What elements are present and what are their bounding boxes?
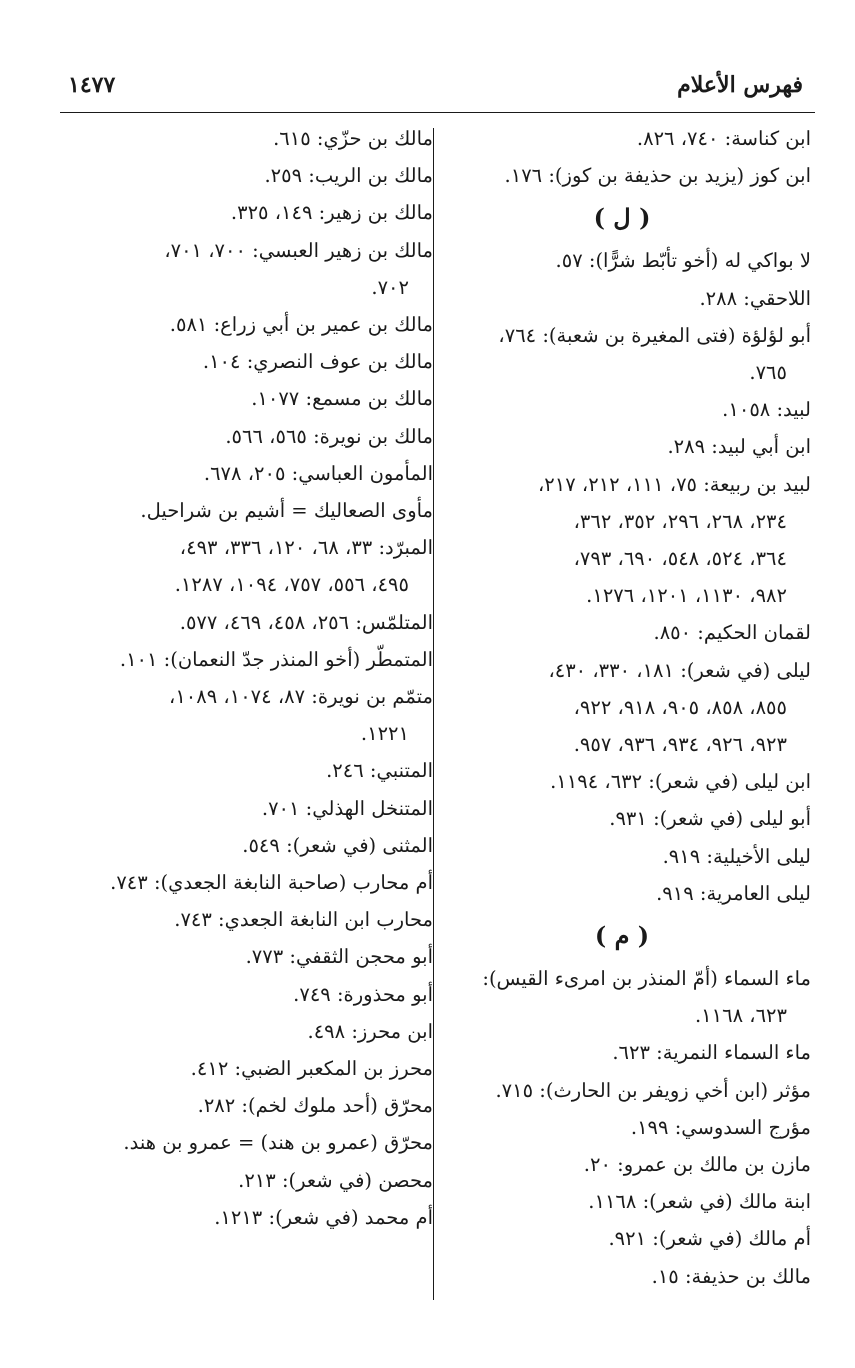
entry-text: مالك بن حزّي: ٦١٥.: [273, 127, 433, 150]
entry-continuation: ٦٢٣، ١١٦٨.: [694, 1004, 787, 1028]
entry-text: أم محمد (في شعر): ١٢١٣.: [214, 1205, 433, 1229]
entry-text: محارب ابن النابغة الجعدي: ٧٤٣.: [174, 908, 433, 932]
entry-continuation: ٣٦٤، ٥٢٤، ٥٤٨، ٦٩٠، ٧٩٣،: [573, 547, 787, 571]
entry-text: مالك بن نويرة: ٥٦٥، ٥٦٦.: [225, 424, 433, 448]
index-entry: [55, 455, 433, 492]
index-entry: [55, 157, 433, 194]
entry-text: أبو محجن الثقفي: ٧٧٣.: [245, 945, 433, 969]
index-entry: [55, 901, 433, 938]
entry-text: محرّق (عمرو بن هند) = عمرو بن هند.: [123, 1131, 433, 1155]
index-entry: [433, 1220, 811, 1257]
entry-text: مؤثر (ابن أخي زويفر بن الحارث): ٧١٥.: [495, 1078, 811, 1102]
index-entry: [55, 827, 433, 864]
entry-text: أبو محذورة: ٧٤٩.: [293, 982, 433, 1006]
entry-text: لا بواكي له (أخو تأبّط شرًّا): ٥٧.: [555, 249, 811, 273]
entry-text: لبيد بن ربيعة: ٧٥، ١١١، ٢١٢، ٢١٧،: [538, 472, 811, 496]
entry-text: مالك بن عوف النصري: ١٠٤.: [202, 350, 433, 374]
entry-text: مأوى الصعاليك = أشيم بن شراحيل.: [140, 499, 433, 523]
index-entry: [433, 960, 811, 1034]
entry-text: لبيد: ١٠٥٨.: [722, 398, 811, 422]
index-entry: [433, 1146, 811, 1183]
entry-text: المأمون العباسي: ٢٠٥، ٦٧٨.: [203, 461, 433, 485]
index-entry: [55, 790, 433, 827]
entry-text: المتنخل الهذلي: ٧٠١.: [261, 796, 433, 820]
index-entry: [55, 604, 433, 641]
index-entry: [55, 418, 433, 455]
index-entry: [433, 1072, 811, 1109]
index-entry: [433, 1109, 811, 1146]
entry-text: ليلى العامرية: ٩١٩.: [656, 881, 811, 905]
index-columns: [55, 120, 815, 1298]
entry-continuation: ٢٣٤، ٢٦٨، ٢٩٦، ٣٥٢، ٣٦٢،: [573, 509, 787, 533]
entry-text: مؤرج السدوسي: ١٩٩.: [630, 1115, 811, 1139]
entry-text: المتلمّس: ٢٥٦، ٤٥٨، ٤٦٩، ٥٧٧.: [179, 610, 433, 634]
entry-text: أبو ليلى (في شعر): ٩٣١.: [609, 807, 811, 831]
index-entry: [55, 938, 433, 975]
letter-heading: ( ل ): [593, 203, 651, 233]
index-entry: [55, 306, 433, 343]
entry-text: ابن أبي لبيد: ٢٨٩.: [667, 435, 811, 459]
index-entry: [55, 380, 433, 417]
index-entry: [433, 391, 811, 428]
index-entry: [433, 317, 811, 391]
entry-text: مالك بن عمير بن أبي زراع: ٥٨١.: [169, 313, 433, 337]
entry-text: ماء السماء النمرية: ٦٢٣.: [612, 1041, 811, 1065]
entry-text: ابن كناسة: ٧٤٠، ٨٢٦.: [636, 127, 811, 150]
index-entry: [433, 800, 811, 837]
running-title: فهرس الأعلام: [677, 72, 803, 98]
index-entry: [55, 1087, 433, 1124]
right-column: [433, 120, 811, 1295]
entry-text: المتنبي: ٢٤٦.: [326, 759, 433, 783]
entry-text: المتمطّر (أخو المنذر جدّ النعمان): ١٠١.: [119, 647, 433, 671]
entry-text: أم مالك (في شعر): ٩٢١.: [608, 1227, 811, 1251]
entry-text: ليلى (في شعر): ١٨١، ٣٣٠، ٤٣٠،: [548, 658, 811, 682]
entry-text: مالك بن زهير العبسي: ٧٠٠، ٧٠١،: [164, 238, 433, 262]
index-entry: [433, 763, 811, 800]
index-entry: [433, 428, 811, 465]
entry-text: محرّق (أحد ملوك لخم): ٢٨٢.: [197, 1094, 433, 1118]
index-entry: [55, 492, 433, 529]
index-entry: [55, 1162, 433, 1199]
left-column: [55, 120, 433, 1236]
entry-continuation: ٩٢٣، ٩٢٦، ٩٣٤، ٩٣٦، ٩٥٧.: [573, 733, 787, 757]
entry-continuation: ٧٠٢.: [371, 275, 409, 299]
index-entry: [433, 614, 811, 651]
index-entry: [55, 752, 433, 789]
index-entry: [433, 1258, 811, 1295]
index-entry: [55, 641, 433, 678]
index-entry: [55, 1124, 433, 1161]
index-entry: [433, 242, 811, 279]
header-rule: [60, 112, 815, 113]
entry-continuation: ٤٩٥، ٥٥٦، ٧٥٧، ١٠٩٤، ١٢٨٧.: [174, 573, 409, 597]
entry-text: مالك بن الريب: ٢٥٩.: [264, 164, 433, 188]
entry-continuation: ٨٥٥، ٨٥٨، ٩٠٥، ٩١٨، ٩٢٢،: [573, 695, 787, 719]
page-number: ١٤٧٧: [68, 72, 116, 98]
index-entry: [433, 1034, 811, 1071]
entry-text: مالك بن زهير: ١٤٩، ٣٢٥.: [230, 201, 433, 225]
letter-heading: ( م ): [594, 921, 650, 951]
entry-text: ابن محرز: ٤٩٨.: [307, 1019, 433, 1043]
entry-text: أم محارب (صاحبة النابغة الجعدي): ٧٤٣.: [110, 871, 433, 895]
entry-text: ماء السماء (أمّ المنذر بن امرىء القيس):: [482, 967, 811, 991]
entry-text: محصن (في شعر): ٢١٣.: [238, 1168, 433, 1192]
index-entry: [433, 875, 811, 912]
index-entry: [433, 652, 811, 764]
entry-continuation: ٩٨٢، ١١٣٠، ١٢٠١، ١٢٧٦.: [586, 584, 787, 608]
entry-text: اللاحقي: ٢٨٨.: [699, 286, 811, 310]
entry-text: متمّم بن نويرة: ٨٧، ١٠٧٤، ١٠٨٩،: [169, 685, 433, 709]
index-entry: [55, 976, 433, 1013]
index-entry: [433, 838, 811, 875]
index-entry: [55, 343, 433, 380]
entry-text: ابن ليلى (في شعر): ٦٣٢، ١١٩٤.: [550, 770, 811, 794]
index-entry: [433, 120, 811, 157]
entry-text: ابنة مالك (في شعر): ١١٦٨.: [588, 1190, 811, 1214]
entry-continuation: ٧٦٥.: [749, 361, 787, 385]
index-entry: [55, 1013, 433, 1050]
index-entry: [433, 280, 811, 317]
entry-text: مالك بن حذيفة: ١٥.: [651, 1264, 811, 1288]
index-entry: [55, 529, 433, 603]
index-entry: [55, 1050, 433, 1087]
entry-text: محرز بن المكعبر الضبي: ٤١٢.: [190, 1057, 433, 1081]
entry-text: أبو لؤلؤة (فتى المغيرة بن شعبة): ٧٦٤،: [498, 323, 811, 347]
index-entry: [55, 678, 433, 752]
index-entry: [55, 120, 433, 157]
index-entry: [55, 194, 433, 231]
entry-text: مازن بن مالك بن عمرو: ٢٠.: [583, 1153, 811, 1177]
entry-text: المبرّد: ٣٣، ٦٨، ١٢٠، ٣٣٦، ٤٩٣،: [179, 536, 433, 560]
index-entry: [433, 1183, 811, 1220]
entry-text: لقمان الحكيم: ٨٥٠.: [653, 621, 811, 645]
index-entry: [433, 466, 811, 615]
index-entry: [55, 1199, 433, 1236]
entry-text: المثنى (في شعر): ٥٤٩.: [242, 833, 433, 857]
page-header: [68, 72, 803, 108]
index-entry: [433, 157, 811, 194]
entry-continuation: ١٢٢١.: [360, 722, 409, 746]
entry-text: ابن كوز (يزيد بن حذيفة بن كوز): ١٧٦.: [504, 164, 811, 188]
entry-text: ليلى الأخيلية: ٩١٩.: [662, 844, 811, 868]
index-entry: [55, 232, 433, 306]
entry-text: مالك بن مسمع: ١٠٧٧.: [251, 387, 433, 411]
index-entry: [55, 864, 433, 901]
